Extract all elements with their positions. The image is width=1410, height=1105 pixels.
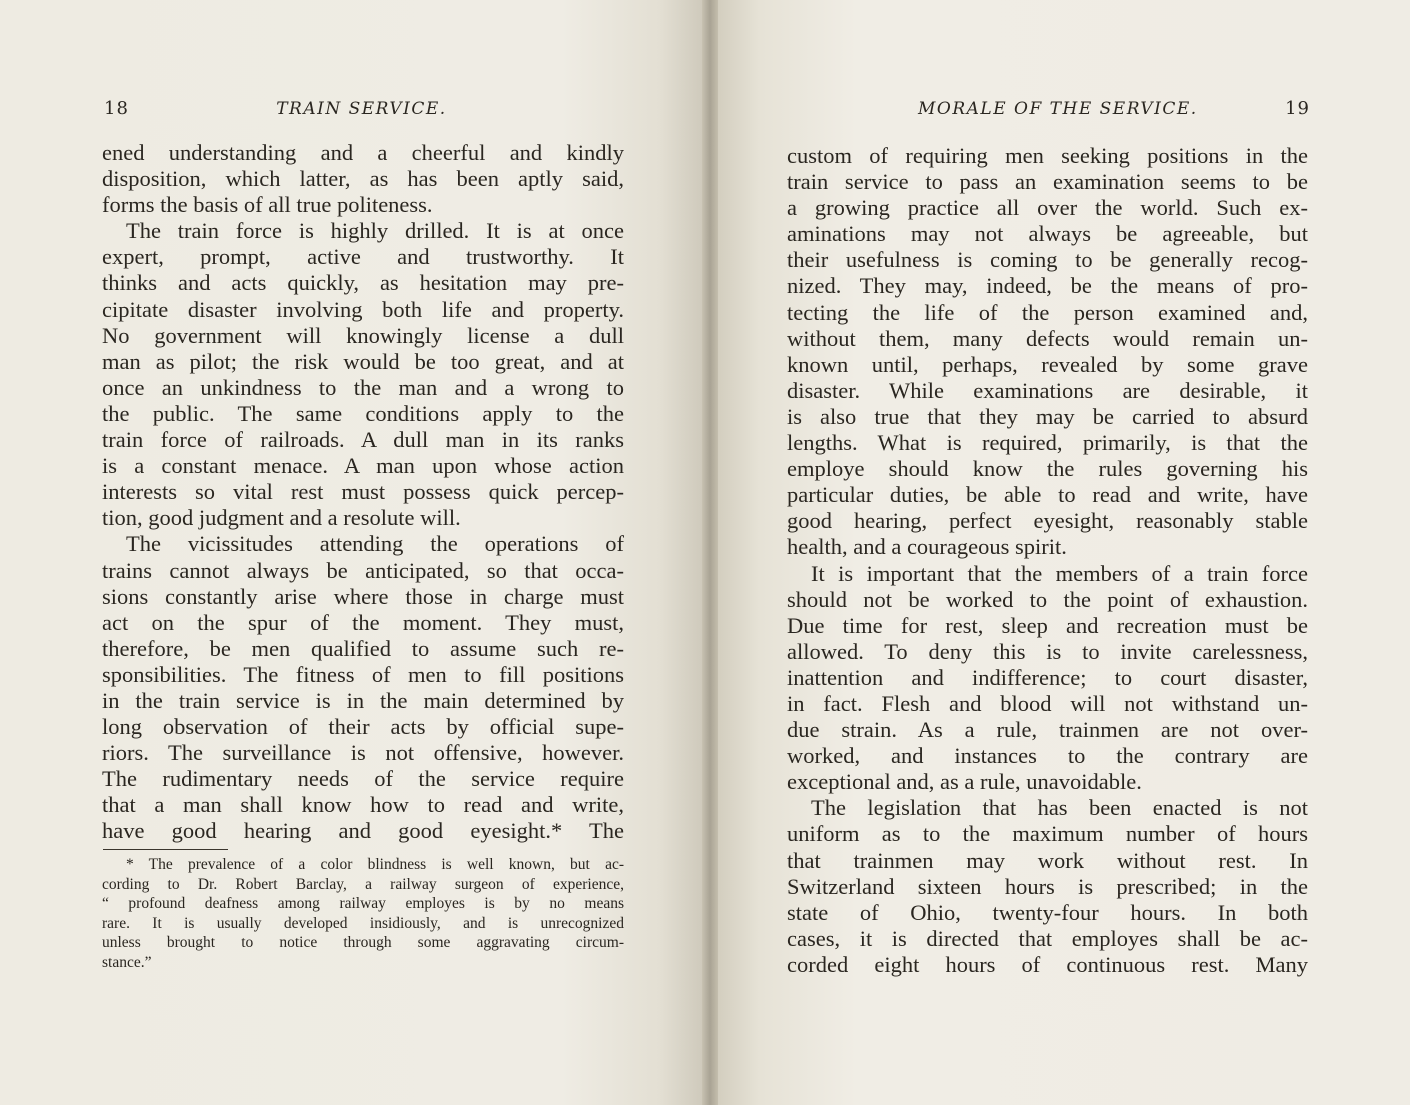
left-page-body — [102, 140, 624, 845]
text-line: once an unkindness to the man and a wrong to — [102, 374, 624, 400]
footnote-line: unless brought to notice through some aggravating circum- — [102, 934, 624, 952]
text-line: without them, many defects would remain un- — [787, 325, 1308, 351]
text-line: particular duties, be able to read and write, have — [787, 482, 1308, 508]
footnote-line: * The prevalence of a color blindness is well known, but ac- — [126, 856, 624, 873]
text-line: sponsibilities. The fitness of men to fill positions — [102, 661, 624, 687]
text-line: act on the spur of the moment. They must, — [102, 609, 624, 635]
text-line: state of Ohio, twenty-four hours. In both — [787, 899, 1308, 925]
text-line: man as pilot; the risk would be too great, and at — [102, 348, 624, 374]
text-line: good hearing, perfect eyesight, reasonably stable — [787, 508, 1308, 534]
text-line: employe should know the rules governing his — [787, 456, 1308, 482]
text-line: therefore, be men qualified to assume such re- — [102, 635, 624, 661]
text-line: train service to pass an examination seems to be — [787, 169, 1308, 195]
page-number: 18 — [104, 98, 129, 119]
text-line: train force of railroads. A dull man in its ranks — [102, 427, 624, 453]
text-line: The rudimentary needs of the service require — [102, 766, 624, 792]
text-line: tecting the life of the person examined and, — [787, 299, 1308, 325]
text-line: Due time for rest, sleep and recreation must be — [787, 612, 1308, 638]
text-line: due strain. As a rule, trainmen are not over- — [787, 717, 1308, 743]
footnote — [102, 855, 624, 973]
text-line: worked, and instances to the contrary are — [787, 743, 1308, 769]
running-head: MORALE OF THE SERVICE. — [918, 99, 1198, 119]
text-line: Switzerland sixteen hours is prescribed; in the — [787, 873, 1308, 899]
text-line: uniform as to the maximum number of hours — [787, 821, 1308, 847]
right-page — [718, 0, 1410, 1105]
text-line: cases, it is directed that employes shall be ac- — [787, 925, 1308, 951]
left-page — [0, 0, 702, 1105]
text-line: corded eight hours of continuous rest. Many — [787, 951, 1308, 977]
text-line: disaster. While examinations are desirable, it — [787, 377, 1308, 403]
text-line: forms the basis of all true politeness. — [102, 192, 433, 218]
text-line: aminations may not always be agreeable, but — [787, 221, 1308, 247]
footnote-rule — [103, 849, 228, 850]
paragraph-start-line: It is important that the members of a train force — [811, 560, 1308, 586]
footnote-line: “ profound deafness among railway employes is by no means — [102, 895, 624, 913]
text-line: that a man shall know how to read and write, — [102, 792, 624, 818]
text-line: trains cannot always be anticipated, so that occa- — [102, 557, 624, 583]
text-line: allowed. To deny this is to invite carelessness, — [787, 638, 1308, 664]
text-line: tion, good judgment and a resolute will. — [102, 505, 461, 531]
right-page-body — [787, 143, 1308, 978]
paragraph-start-line: The train force is highly drilled. It is at once — [126, 218, 624, 244]
text-line: in fact. Flesh and blood will not withstand un- — [787, 690, 1308, 716]
text-line: should not be worked to the point of exhaustion. — [787, 586, 1308, 612]
page-number: 19 — [1285, 98, 1310, 119]
text-line: cipitate disaster involving both life and property. — [102, 296, 624, 322]
footnote-line: rare. It is usually developed insidiously, and is unrecognized — [102, 914, 624, 932]
text-line: their usefulness is coming to be generally recog- — [787, 247, 1308, 273]
footnote-line: cording to Dr. Robert Barclay, a railway surgeon of experience, — [102, 875, 624, 893]
text-line: disposition, which latter, as has been aptly said, — [102, 166, 624, 192]
text-line: expert, prompt, active and trustworthy. It — [102, 244, 624, 270]
text-line: nized. They may, indeed, be the means of pro- — [787, 273, 1308, 299]
footnote-line: stance.” — [102, 953, 152, 971]
text-line: long observation of their acts by official supe- — [102, 714, 624, 740]
text-line: health, and a courageous spirit. — [787, 534, 1067, 560]
text-line: a growing practice all over the world. Such ex- — [787, 195, 1308, 221]
right-page-header — [918, 98, 1310, 119]
text-line: the public. The same conditions apply to the — [102, 400, 624, 426]
text-line: have good hearing and good eyesight.* The — [102, 818, 624, 844]
text-line: interests so vital rest must possess quick percep- — [102, 479, 624, 505]
text-line: lengths. What is required, primarily, is that the — [787, 430, 1308, 456]
text-line: exceptional and, as a rule, unavoidable. — [787, 769, 1142, 795]
text-line: riors. The surveillance is not offensive, however. — [102, 740, 624, 766]
paragraph-start-line: The vicissitudes attending the operations of — [126, 531, 624, 557]
text-line: custom of requiring men seeking positions in the — [787, 143, 1308, 168]
text-line: sions constantly arise where those in charge must — [102, 583, 624, 609]
text-line: No government will knowingly license a dull — [102, 322, 624, 348]
text-line: thinks and acts quickly, as hesitation may pre- — [102, 270, 624, 296]
running-head: TRAIN SERVICE. — [276, 99, 447, 119]
text-line: is also true that they may be carried to absurd — [787, 403, 1308, 429]
text-line: known until, perhaps, revealed by some grave — [787, 351, 1308, 377]
text-line: that trainmen may work without rest. In — [787, 847, 1308, 873]
text-line: inattention and indifference; to court disaster, — [787, 664, 1308, 690]
left-page-header — [104, 98, 624, 119]
text-line: is a constant menace. A man upon whose action — [102, 453, 624, 479]
book-gutter — [702, 0, 718, 1105]
text-line: ened understanding and a cheerful and kindly — [102, 140, 624, 165]
paragraph-start-line: The legislation that has been enacted is not — [811, 795, 1308, 821]
text-line: in the train service is in the main determined by — [102, 687, 624, 713]
